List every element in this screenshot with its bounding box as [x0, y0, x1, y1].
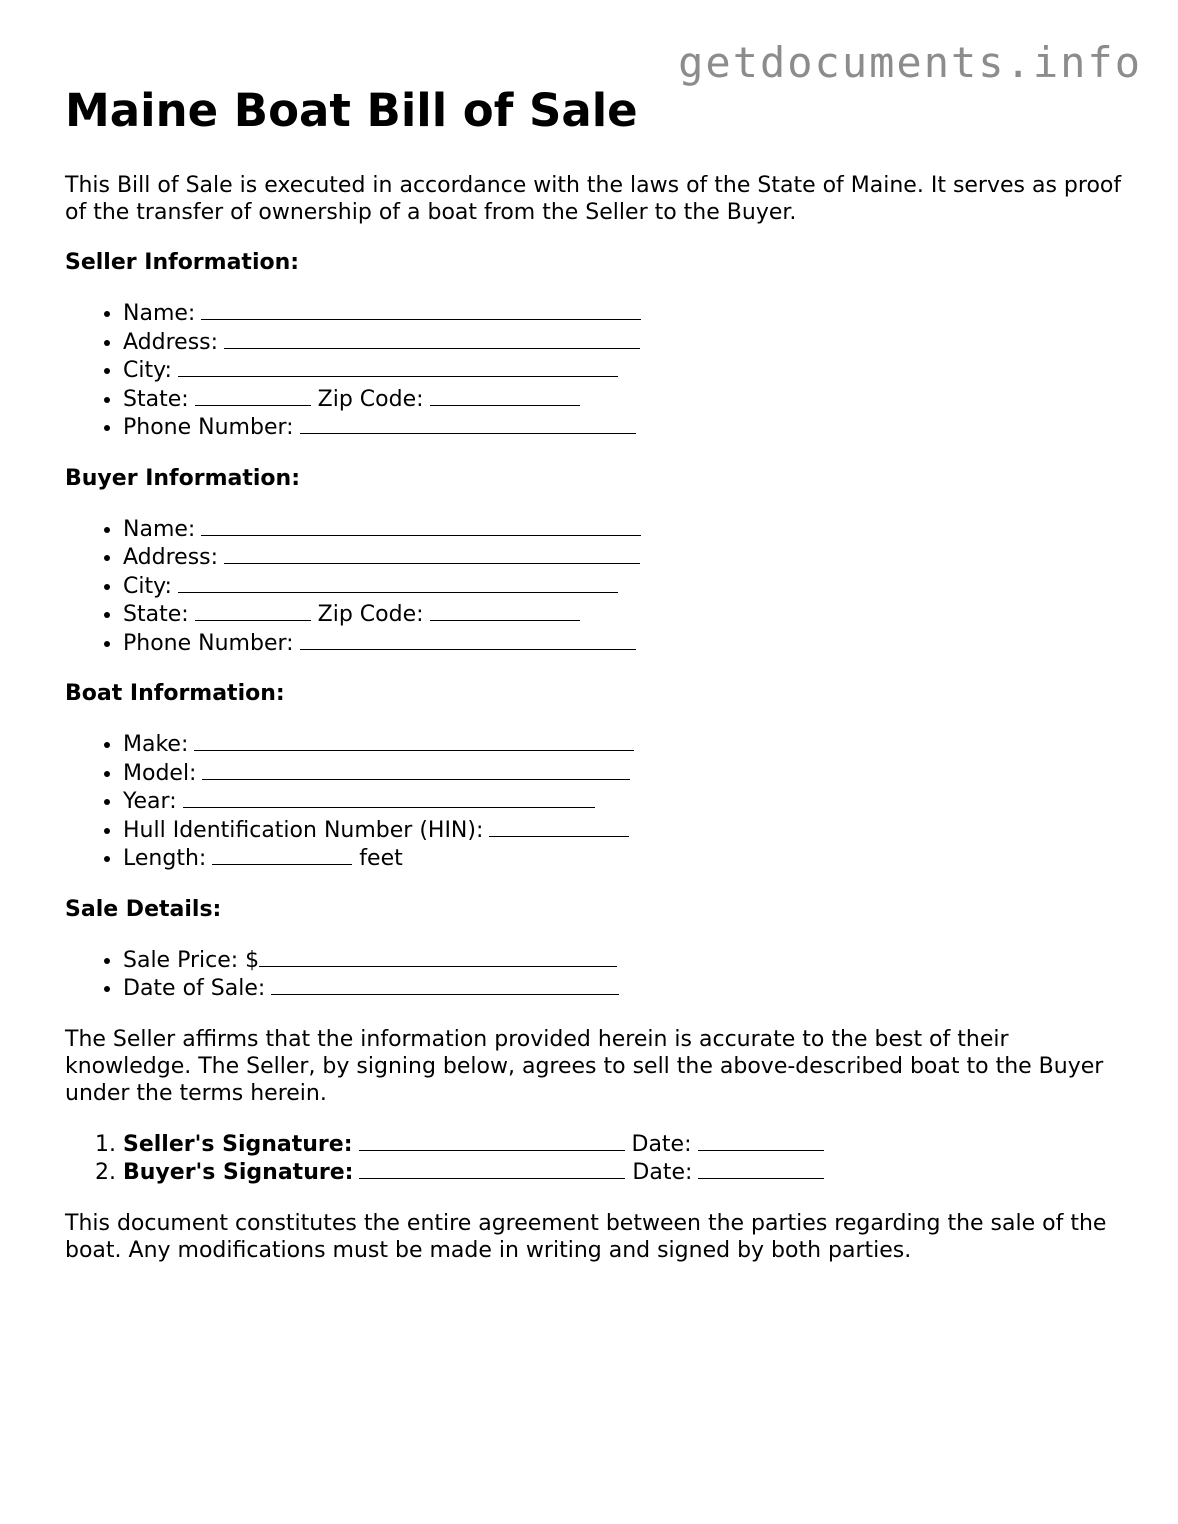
seller-signature-blank [359, 1130, 625, 1151]
signature-list [65, 1130, 1125, 1187]
seller-state-blank [195, 385, 311, 406]
seller-name-blank [201, 299, 641, 320]
buyer-zip-blank [430, 600, 580, 621]
closing-paragraph: This document constitutes the entire agreement between the parties regarding the sale of the boat. Any modifications must be made in writing and signed by both parties. [65, 1210, 1107, 1263]
seller-city-field: • City: [123, 356, 1125, 385]
sale-date-field: • Date of Sale: [123, 974, 1125, 1003]
boat-make-blank [194, 730, 634, 751]
seller-address-blank [224, 328, 640, 349]
boat-heading: Boat Information: [65, 681, 285, 706]
boat-make-field: • Make: [123, 730, 1125, 759]
buyer-date-blank [698, 1158, 824, 1179]
seller-zip-blank [430, 385, 580, 406]
boat-year-field: • Year: [123, 787, 1125, 816]
buyer-heading: Buyer Information: [65, 465, 300, 491]
boat-model-blank [202, 759, 630, 780]
boat-hin-blank [489, 816, 629, 837]
buyer-address-field: • Address: [123, 543, 1125, 572]
boat-length-field: • Length: feet [123, 844, 1125, 873]
seller-fields [65, 299, 1125, 442]
boat-fields [65, 730, 1125, 873]
seller-city-blank [178, 356, 618, 377]
seller-address-field: • Address: [123, 328, 1125, 357]
document-title: Maine Boat Bill of Sale [65, 84, 638, 137]
seller-phone-blank [300, 413, 636, 434]
buyer-signature-line: 2. Buyer's Signature: Date: [123, 1158, 1125, 1187]
intro-paragraph: This Bill of Sale is executed in accordance with the laws of the State of Maine. It serves as proof of the transfer of ownership of a boat from the Seller to the Buyer. [65, 173, 1122, 225]
buyer-phone-field: • Phone Number: [123, 629, 1125, 658]
affirmation-paragraph: The Seller affirms that the information provided herein is accurate to the best of their knowledge. The Seller, by signing below, agrees to sell the above-described boat to the Buyer under the terms herein. [65, 1026, 1104, 1106]
document-page [65, 82, 1125, 1287]
seller-phone-field: • Phone Number: [123, 413, 1125, 442]
buyer-address-blank [224, 543, 640, 564]
buyer-fields [65, 515, 1125, 658]
sale-price-blank [259, 946, 617, 967]
sale-fields [65, 946, 1125, 1003]
buyer-name-blank [201, 515, 641, 536]
seller-state-zip-field: • State: Zip Code: [123, 385, 1125, 414]
buyer-city-blank [178, 572, 618, 593]
buyer-state-blank [195, 600, 311, 621]
boat-hin-field: • Hull Identification Number (HIN): [123, 816, 1125, 845]
watermark: getdocuments.info [678, 38, 1142, 87]
boat-year-blank [183, 787, 595, 808]
seller-name-field: • Name: [123, 299, 1125, 328]
sale-heading: Sale Details: [65, 896, 222, 922]
sale-date-blank [271, 974, 619, 995]
sale-price-field: • Sale Price: $ [123, 946, 1125, 975]
buyer-state-zip-field: • State: Zip Code: [123, 600, 1125, 629]
boat-model-field: • Model: [123, 759, 1125, 788]
buyer-phone-blank [300, 629, 636, 650]
buyer-name-field: • Name: [123, 515, 1125, 544]
seller-signature-line: 1. Seller's Signature: Date: [123, 1130, 1125, 1159]
seller-date-blank [698, 1130, 824, 1151]
buyer-signature-blank [359, 1158, 625, 1179]
boat-length-blank [212, 844, 352, 865]
buyer-city-field: • City: [123, 572, 1125, 601]
seller-heading: Seller Information: [65, 250, 300, 275]
